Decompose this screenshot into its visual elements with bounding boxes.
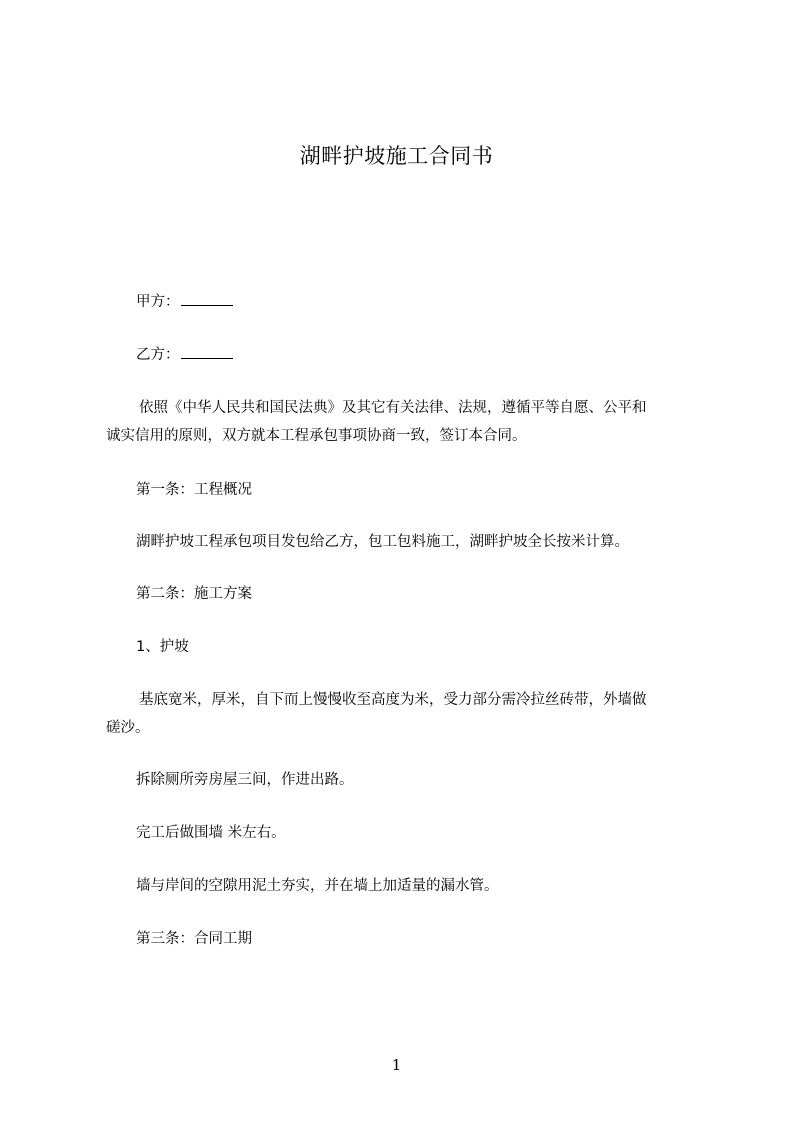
party-a-label: 甲方： bbox=[136, 294, 180, 310]
preamble-line-2: 诚实信用的原则，双方就本工程承包事项协商一致，签订本合同。 bbox=[106, 428, 527, 444]
article-2-heading: 第二条：施工方案 bbox=[136, 586, 252, 602]
party-a-line bbox=[136, 291, 233, 312]
item-4-body: 墙与岸间的空隙用泥土夯实，并在墙上加适量的漏水管。 bbox=[136, 878, 499, 894]
item-1-heading: 1、护坡 bbox=[136, 639, 189, 655]
document-title: 湖畔护坡施工合同书 bbox=[299, 144, 494, 168]
party-b-label: 乙方： bbox=[136, 347, 180, 363]
article-1-heading: 第一条：工程概况 bbox=[136, 482, 252, 498]
item-2-body: 拆除厕所旁房屋三间，作进出路。 bbox=[136, 772, 354, 788]
item-1-body-line-2: 磋沙。 bbox=[106, 720, 150, 736]
page-number: 1 bbox=[391, 1056, 402, 1074]
article-3-heading: 第三条：合同工期 bbox=[136, 931, 252, 947]
article-1-body: 湖畔护坡工程承包项目发包给乙方，包工包料施工，湖畔护坡全长按米计算。 bbox=[136, 534, 629, 550]
party-b-blank bbox=[181, 344, 233, 359]
preamble-line-1: 依照《中华人民共和国民法典》及其它有关法律、法规，遵循平等自愿、公平和 bbox=[139, 400, 647, 416]
item-3-body: 完工后做围墙 米左右。 bbox=[136, 825, 286, 841]
party-b-line bbox=[136, 344, 233, 365]
party-a-blank bbox=[181, 291, 233, 306]
item-1-body-line-1: 基底宽米，厚米，自下而上慢慢收至高度为米，受力部分需冷拉丝砖带，外墙做 bbox=[139, 692, 647, 708]
